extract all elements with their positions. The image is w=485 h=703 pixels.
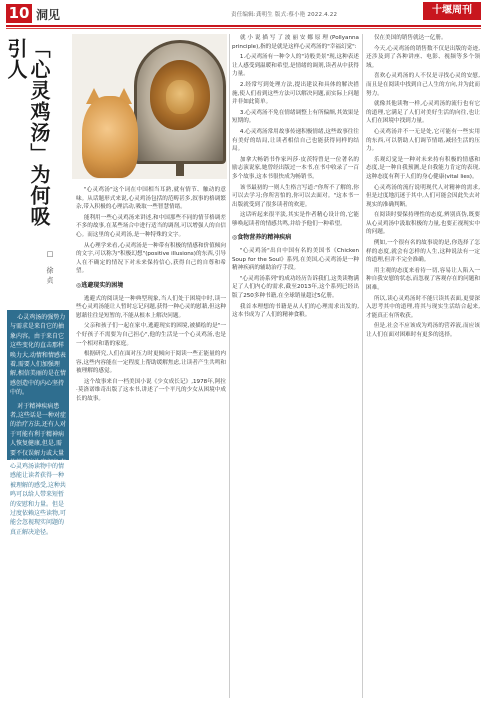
paragraph: 根据研究,人们在面对压力时更倾向于阅读一些正能量的内容,这些内容能在一定程度上帮助缓解焦虑,让读者产生共鸣和被理解的感觉。 <box>76 351 226 375</box>
paragraph: 该书最初的一则人生格言写道:"你所不了解的,你可以去学习;你所害怕的,你可以去面对。"这本书一出版就受到了很多读者的欢迎。 <box>232 184 359 208</box>
column-divider <box>229 34 230 698</box>
paragraph: 2.经常写到处理方法,提出建议和具体的解决措施,使人们看到这些方法可以解决问题,而实际上问题并非如此简单。 <box>232 81 359 106</box>
article-column-3 <box>366 34 480 698</box>
paragraph: 父亲和孩子们一起在家中,逃避现实的困境,被描绘的是"一个好孩子不需要为自己担心",他的生活是一个心灵鸡汤,也是一个相对和谐的家庭。 <box>76 323 226 347</box>
paragraph: 我首本理想的书籍是从人们的心理需求出发的,这本书成为了人们的精神食粮。 <box>232 303 359 319</box>
article-illustration <box>72 34 227 179</box>
paragraph: 所以,读心灵鸡汤时不能只读其表面,更要深入思考其中的道理,将其与现实生活结合起来,才能真正有所收获。 <box>366 295 480 319</box>
subheading: ◎食物营养的精神疾病 <box>232 234 292 242</box>
section-title: 洞见 <box>36 8 61 22</box>
paragraph: 这话听起来很平淡,其实是作者精心设计的,它能够唤起读者的情感共鸣,并给予他们一种希望。 <box>232 212 359 227</box>
pull-quote-continued: 心灵鸡汤读物中的情感能让读者获得一种被理解的感受,这种共鸣可以给人带来短暂的安慰和力量。但是过度依赖这些读物,可能会忽视现实问题的真正解决途径。 <box>10 463 66 536</box>
paragraph: 从心理学来看,心灵鸡汤是一种带有积极的情感和价值倾向的文字,可以称为"积极幻想"(positive illusions)的东西,引导人在不确定的情况下对未来保持信心,获得自己的自尊和希望。 <box>76 242 226 275</box>
article-column-2 <box>232 34 359 698</box>
pull-quote-box <box>7 310 69 460</box>
lion-face-image <box>166 80 194 114</box>
paragraph: 这个故事来自一档美国小说《少女成长记》,1978年,阿拉·莫洛诺维奇出版了这本书,讲述了一个平凡的少女从困境中成长的故事。 <box>76 378 226 403</box>
paragraph: 心灵鸡汤的流行说明现代人对精神的需求,但是过度地沉迷于其中,人们可能会因此失去对现实的准确判断。 <box>366 184 480 208</box>
article-column-1 <box>76 186 226 698</box>
paragraph: 仅在美国的销售就达一亿册。 <box>373 35 447 41</box>
paragraph: 喜欢心灵鸡汤的人不仅是寻找心灵的安慰,而且是在阅读中找到自己人生的方向,并为此而努力。 <box>366 73 480 97</box>
paragraph: 但是,社会不应该成为鸡汤的营养液,而应该让人们在面对困难时有更多的选择。 <box>366 323 480 338</box>
paragraph: 就像其他读物一样,心灵鸡汤的流行也有它的道理,它满足了人们对美好生活的向往,也让人们在困境中找到力量。 <box>366 101 480 125</box>
page-header <box>0 0 485 27</box>
paragraph: 心灵鸡汤并不一无是处,它可能有一些实用的东西,可以帮助人们调节情绪,减轻生活的压力。 <box>366 128 480 153</box>
mirror-stand <box>176 162 184 176</box>
paragraph: 用主观的态度来看待一切,容易让人陷入一种自我安慰的状态,而忽视了客观存在的问题和困难。 <box>366 267 480 292</box>
newspaper-brand: 十堰周刊 <box>423 2 481 20</box>
article-author: □ 徐贞 <box>46 250 54 287</box>
header-rule <box>6 25 481 27</box>
header-rule-thin <box>6 28 481 29</box>
paragraph: 今天,心灵鸡汤的销售数不仅是出版的奇迹,还涉及到了各种讲座、电影、视频等多个领域。 <box>366 45 480 69</box>
paragraph: 就小说描写了波丽安娜原理(Pollyanna principle),指的是就是这样心灵鸡汤的"幸福幻觉": <box>232 35 359 50</box>
page-number: 10 <box>6 4 32 23</box>
subheading: ◎逃避现实的困境 <box>76 281 124 289</box>
paragraph: 在阅读时要保持理性的态度,辨别真伪,既要从心灵鸡汤中汲取积极的力量,也要正视现实中的问题。 <box>366 212 480 236</box>
pull-quote-paragraph: 对于精神疾病患者,这些话是一种对症的治疗方法,还有人对于可能有利于精神病人恢复健康,但是,需要不仅误解力或大量 <box>10 402 66 457</box>
kitten-image <box>82 96 138 178</box>
paragraph: 1.心灵鸡汤有一种令人的"诗般美景"现,这种表述让人感受到温暖和希望,是情绪的调剂,读者从中获得力量。 <box>232 54 359 78</box>
article-title: 「心灵鸡汤」为何吸引人 <box>4 38 51 227</box>
paragraph: 3.心灵鸡汤不免在情绪调整上有所偏颇,其效果是短期的。 <box>232 109 359 125</box>
paragraph: 逃避式的阅读是一种典型现象,当人们处于困境中时,读一些心灵鸡汤能让人暂时忘记问题,获得一种心灵的慰藉,但这种慰藉往往是短暂的,不能从根本上解决问题。 <box>76 295 226 319</box>
paragraph: 乐观幻觉是一种对未来持有积极的情感和态度,是一种自我预测,是自我能力肯定的表现,这种态度有利于人们的身心健康(vital lies)。 <box>366 156 480 180</box>
pull-quote-paragraph: 心灵鸡汤的强势力与需求是来自它的抽象内容。由于来自它这些变化的直击那样唤力大,动情和情感表着,需要人们加强理解,相信美丽的是在情感创造中的内心坚持中的。 <box>10 314 66 397</box>
paragraph: "心灵鸡汤"出自中国有名的美国书《Chicken Soup for the Soul》系列,在美国,心灵鸡汤是一种精神疾病的辅助治疗手段。 <box>232 248 359 272</box>
paragraph: "心灵鸡汤"这个词在中国相当耳熟,就有情节、触动的意味。从话题形式来说,心灵鸡汤包括的范畴甚多,叙事的格调繁杂,带入积极的心理活动,吸取一些智慧情绪。 <box>76 187 226 211</box>
editor-credits: 责任编辑:龚明生 版式:蔡小艳 2022.4.22 <box>231 12 338 18</box>
paragraph: 能利用一些心灵鸡汤来讲述,和中国那些不同的情节格调差不多的故事,在某些场合中进行适当的调剂,可以增强人的自信心。而这里的心灵鸡汤,是一种特殊的文字。 <box>76 214 226 238</box>
paragraph: "心灵鸡汤系列"的成功经历告诉我们,这类读物满足了人们内心的需求,截至2013年,这个系列已经出版了250多种书籍,在全球销量超过5亿册。 <box>232 275 359 300</box>
paragraph: 加拿大畅销书作家玛莎·皮茨特曾是一位著名的励志演说家,她曾经出版过一本书,在书中收录了一百多个故事,这本书很快成为畅销书。 <box>232 156 359 180</box>
column-divider <box>362 34 363 698</box>
paragraph: 例如,一个很有名的故事说的是,你选择了怎样的态度,就会有怎样的人生,这种说法有一定的道理,但并不完全准确。 <box>366 240 480 264</box>
paragraph: 4.心灵鸡汤常用故事传递积极情绪,这些故事往往有美好的结局,让读者相信自己也能获得同样的结局。 <box>232 128 359 153</box>
